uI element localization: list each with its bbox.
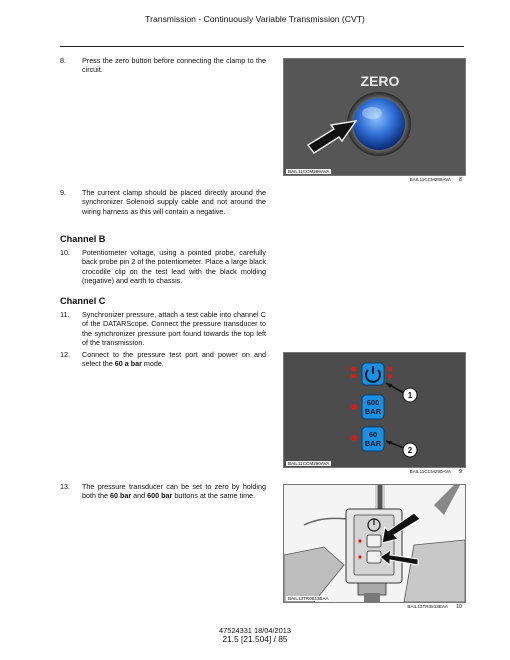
step-12 bbox=[60, 350, 266, 369]
indicator-led bbox=[351, 367, 356, 371]
section-heading-channel-b: Channel B bbox=[60, 234, 106, 244]
figure-pressure-transducer bbox=[283, 484, 466, 603]
figure-code: BAIL11CCM290AVA bbox=[288, 461, 330, 466]
step-number: 13. bbox=[60, 482, 70, 491]
figure-zero-button bbox=[283, 58, 466, 176]
indicator-led bbox=[388, 367, 392, 371]
60-bar-value: 60 bbox=[368, 430, 378, 439]
step-text: Press the zero button before connecting the clamp to the circuit. bbox=[82, 56, 266, 75]
page-header-title: Transmission - Continuously Variable Transmission (CVT) bbox=[145, 14, 365, 24]
zero-button bbox=[353, 98, 405, 150]
figure-reference: BAIL13TR0813BAA 10 bbox=[407, 604, 462, 610]
figure-reference: BAIL11CCM289AVA 8 bbox=[409, 177, 462, 183]
figure-code: BAIL13TR0813BAA bbox=[288, 596, 329, 601]
svg-text:2: 2 bbox=[407, 446, 413, 455]
step-number: 12. bbox=[60, 350, 70, 359]
600-bar-button bbox=[367, 535, 381, 547]
step-13 bbox=[60, 482, 266, 501]
footer-doc-date: 47524331 18/04/2013 bbox=[219, 626, 291, 635]
figure-reference: BAIL11CCM290AVA 9 bbox=[409, 469, 462, 475]
step-number: 8. bbox=[60, 56, 66, 65]
step-8 bbox=[60, 56, 266, 75]
figure-number: 8 bbox=[459, 177, 462, 183]
indicator-led bbox=[388, 374, 392, 378]
step-number: 10. bbox=[60, 248, 70, 257]
step-text: Potentiometer voltage, using a pointed probe, carefully back probe pin 2 of the potentiometer. Place a large black crocodile clip on the test lead with the black molding (negative) and earth to chassis. bbox=[82, 248, 266, 285]
step-text: The current clamp should be placed directly around the synchronizer Solenoid supply cable and not around the wiring harness as this will contain a negative. bbox=[82, 188, 266, 216]
pressure-transducer-illustration bbox=[284, 485, 465, 602]
figure-code: BAIL11CCM289AVA bbox=[288, 169, 330, 174]
step-10 bbox=[60, 248, 266, 285]
step-11 bbox=[60, 310, 266, 347]
step-number: 11. bbox=[60, 310, 70, 319]
figure-number: 10 bbox=[456, 604, 462, 610]
datarscope-panel-illustration bbox=[284, 353, 465, 467]
step-text: Synchronizer pressure, attach a test cable into channel C of the DATARScope. Connect the pressure transducer to the synchronizer pressure port found towards the top left of the transmission. bbox=[82, 310, 266, 347]
step-9 bbox=[60, 188, 266, 216]
section-heading-channel-c: Channel C bbox=[60, 296, 106, 306]
zero-button-illustration bbox=[284, 59, 465, 175]
figure-number: 9 bbox=[459, 469, 462, 475]
indicator-led bbox=[351, 404, 357, 410]
figure-datarscope-buttons bbox=[283, 352, 466, 468]
indicator-led bbox=[351, 374, 356, 378]
600-bar-unit: BAR bbox=[364, 407, 382, 416]
zero-label: ZERO bbox=[360, 73, 400, 89]
600-bar-value: 600 bbox=[366, 398, 380, 407]
60-bar-unit: BAR bbox=[364, 439, 382, 448]
indicator-led bbox=[351, 435, 357, 441]
step-number: 9. bbox=[60, 188, 66, 197]
step-text: The pressure transducer can be set to zero by holding both the 60 bar and 600 bar buttons at the same time. bbox=[82, 482, 266, 501]
60-bar-button bbox=[367, 551, 381, 563]
svg-text:1: 1 bbox=[407, 391, 413, 400]
footer-page-number: 21.5 [21.504] / 85 bbox=[222, 634, 288, 644]
step-text: Connect to the pressure test port and power on and select the 60 a bar mode. bbox=[82, 350, 266, 369]
page-footer bbox=[0, 626, 510, 644]
header-rule bbox=[60, 46, 464, 47]
